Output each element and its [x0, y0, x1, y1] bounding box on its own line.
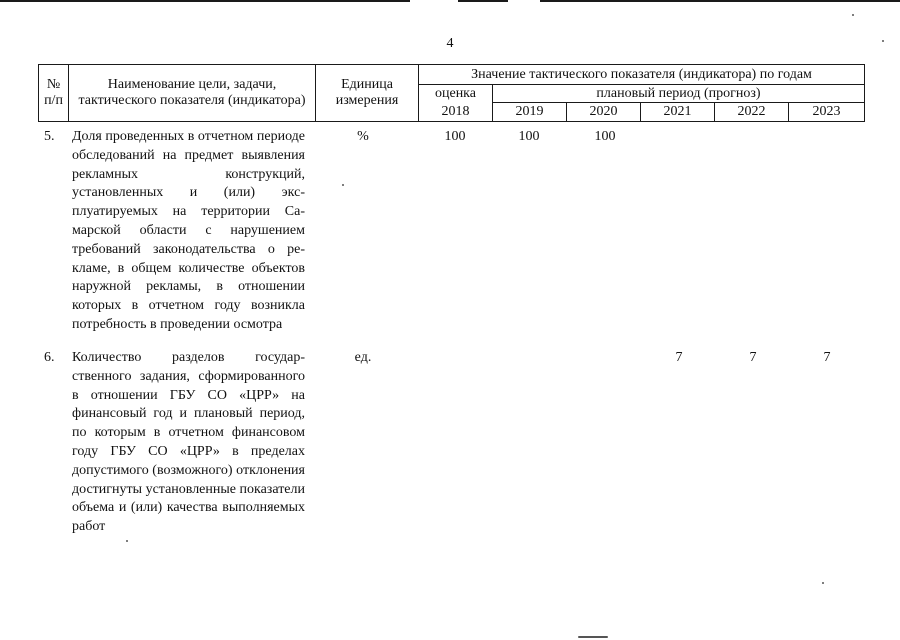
scan-artifact-line	[458, 0, 508, 2]
header-year: 2018	[419, 103, 493, 122]
row-value: 100	[444, 129, 466, 144]
table-row	[0, 349, 900, 535]
row-value: 100	[518, 129, 540, 144]
header-year: 2019	[493, 103, 567, 122]
table-row	[0, 128, 900, 338]
header-year: 2022	[715, 103, 789, 122]
header-unit: Единица измерения	[316, 65, 419, 122]
row-value: 7	[675, 350, 683, 365]
scan-artifact-line	[540, 0, 900, 2]
row-description: Количество разделов государственного задания, сформированного в отношении ГБУ СО «ЦРР» на финансовый год и плановый период, по которым в отчетном финансовом году ГБУ СО «ЦРР» в пределах допустимого (возможного) отклонения достигнуты установленные показатели объема и (или) качества выполняемых работ	[72, 350, 305, 535]
scan-speck	[822, 582, 824, 584]
row-value: 100	[594, 129, 616, 144]
header-plan-period: плановый период (прогноз)	[493, 85, 865, 103]
header-estimate: оценка	[419, 85, 493, 103]
header-name: Наименование цели, задачи, тактического показателя (индикатора)	[69, 65, 316, 122]
row-unit: ед.	[354, 350, 372, 365]
indicator-table-header	[38, 64, 865, 122]
row-unit: %	[357, 129, 369, 144]
scan-speck	[852, 14, 854, 16]
scan-speck	[578, 636, 608, 638]
header-year: 2020	[567, 103, 641, 122]
header-num: № п/п	[39, 65, 69, 122]
row-number: 5.	[44, 129, 55, 144]
row-description: Доля проведенных в отчетном периоде обследований на предмет выявления рекламных конструкций, установленных и (или) эксплуатируемых на территории Самарской области с нарушением требований законодательства о рекламе, в общем количестве объектов наружной рекламы, в отношении которых в отчетном году возникла потребность в проведении осмотра	[72, 129, 305, 332]
header-year: 2023	[789, 103, 865, 122]
header-value-group: Значение тактического показателя (индикатора) по годам	[419, 65, 865, 85]
row-value: 7	[823, 350, 831, 365]
scan-artifact-line	[0, 0, 410, 2]
scan-speck	[126, 540, 128, 542]
page-number: 4	[446, 36, 454, 51]
row-number: 6.	[44, 350, 55, 365]
header-year: 2021	[641, 103, 715, 122]
row-value: 7	[749, 350, 757, 365]
